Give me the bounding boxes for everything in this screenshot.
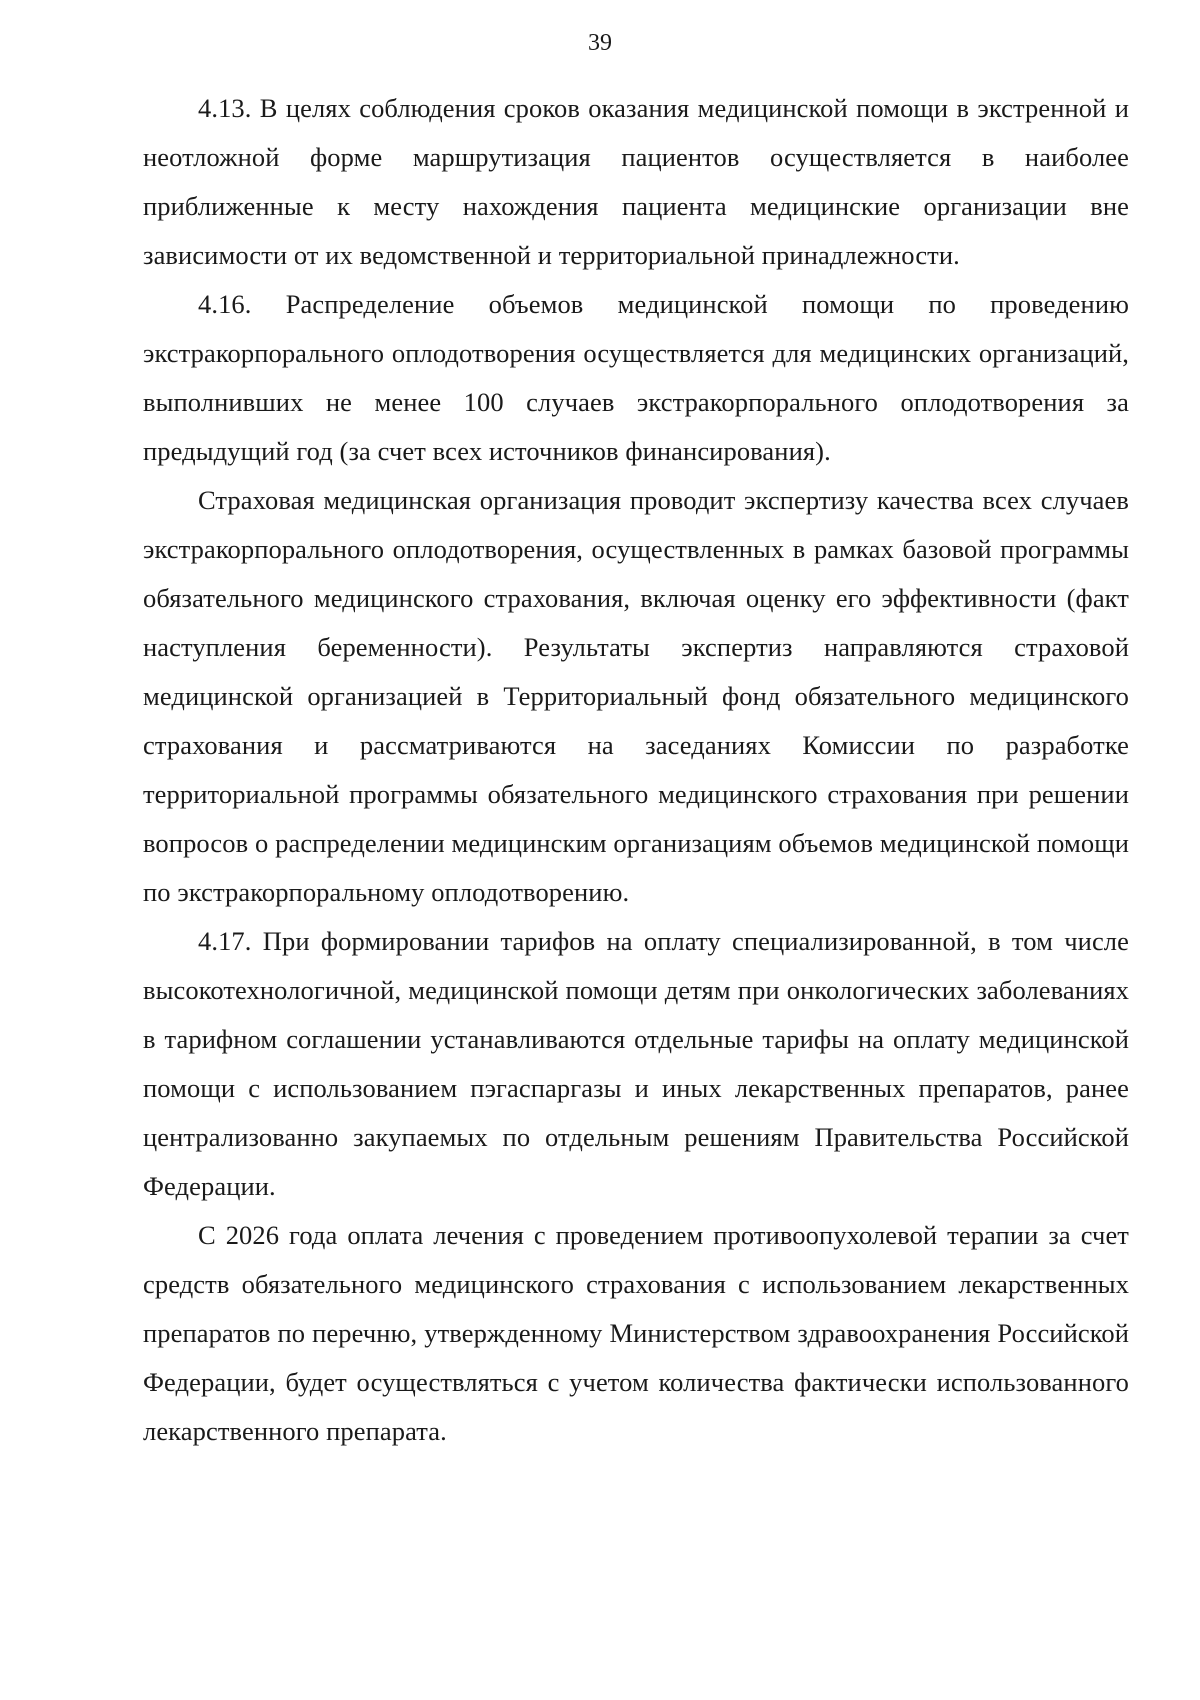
paragraph-4-17: 4.17. При формировании тарифов на оплату специализированной, в том числе высокотехнологичной, медицинской помощи детям при онкологических заболеваниях в тарифном соглашении устанавливаются отдельные тарифы на оплату медицинской помощи с использованием пэгаспаргазы и иных лекарственных препаратов, ранее централизованно закупаемых по отдельным решениям Правительства Российской Федерации. [143,926,1129,1201]
paragraph-2026-payment: С 2026 года оплата лечения с проведением противоопухолевой терапии за счет средств обязательного медицинского страхования с использованием лекарственных препаратов по перечню, утвержденному Министерством здравоохранения Российской Федерации, будет осуществляться с учетом количества фактически использованного лекарственного препарата. [143,1220,1129,1446]
paragraph-insurance-expertise: Страховая медицинская организация проводит экспертизу качества всех случаев экстракорпорального оплодотворения, осуществленных в рамках базовой программы обязательного медицинского страхования, включая оценку его эффективности (факт наступления беременности). Результаты экспертиз направляются страховой медицинской организацией в Территориальный фонд обязательного медицинского страхования и рассматриваются на заседаниях Комиссии по разработке территориальной программы обязательного медицинского страхования при решении вопросов о распределении медицинским организациям объемов медицинской помощи по экстракорпоральному оплодотворению. [143,485,1129,907]
paragraph-4-13: 4.13. В целях соблюдения сроков оказания медицинской помощи в экстренной и неотложной форме маршрутизация пациентов осуществляется в наиболее приближенные к месту нахождения пациента медицинские организации вне зависимости от их ведомственной и территориальной принадлежности. [143,93,1129,270]
page-number: 39 [588,30,612,56]
paragraph-4-16: 4.16. Распределение объемов медицинской помощи по проведению экстракорпорального оплодотворения осуществляется для медицинских организаций, выполнивших не менее 100 случаев экстракорпорального оплодотворения за предыдущий год (за счет всех источников финансирования). [143,289,1129,466]
document-body [143,84,1129,1456]
